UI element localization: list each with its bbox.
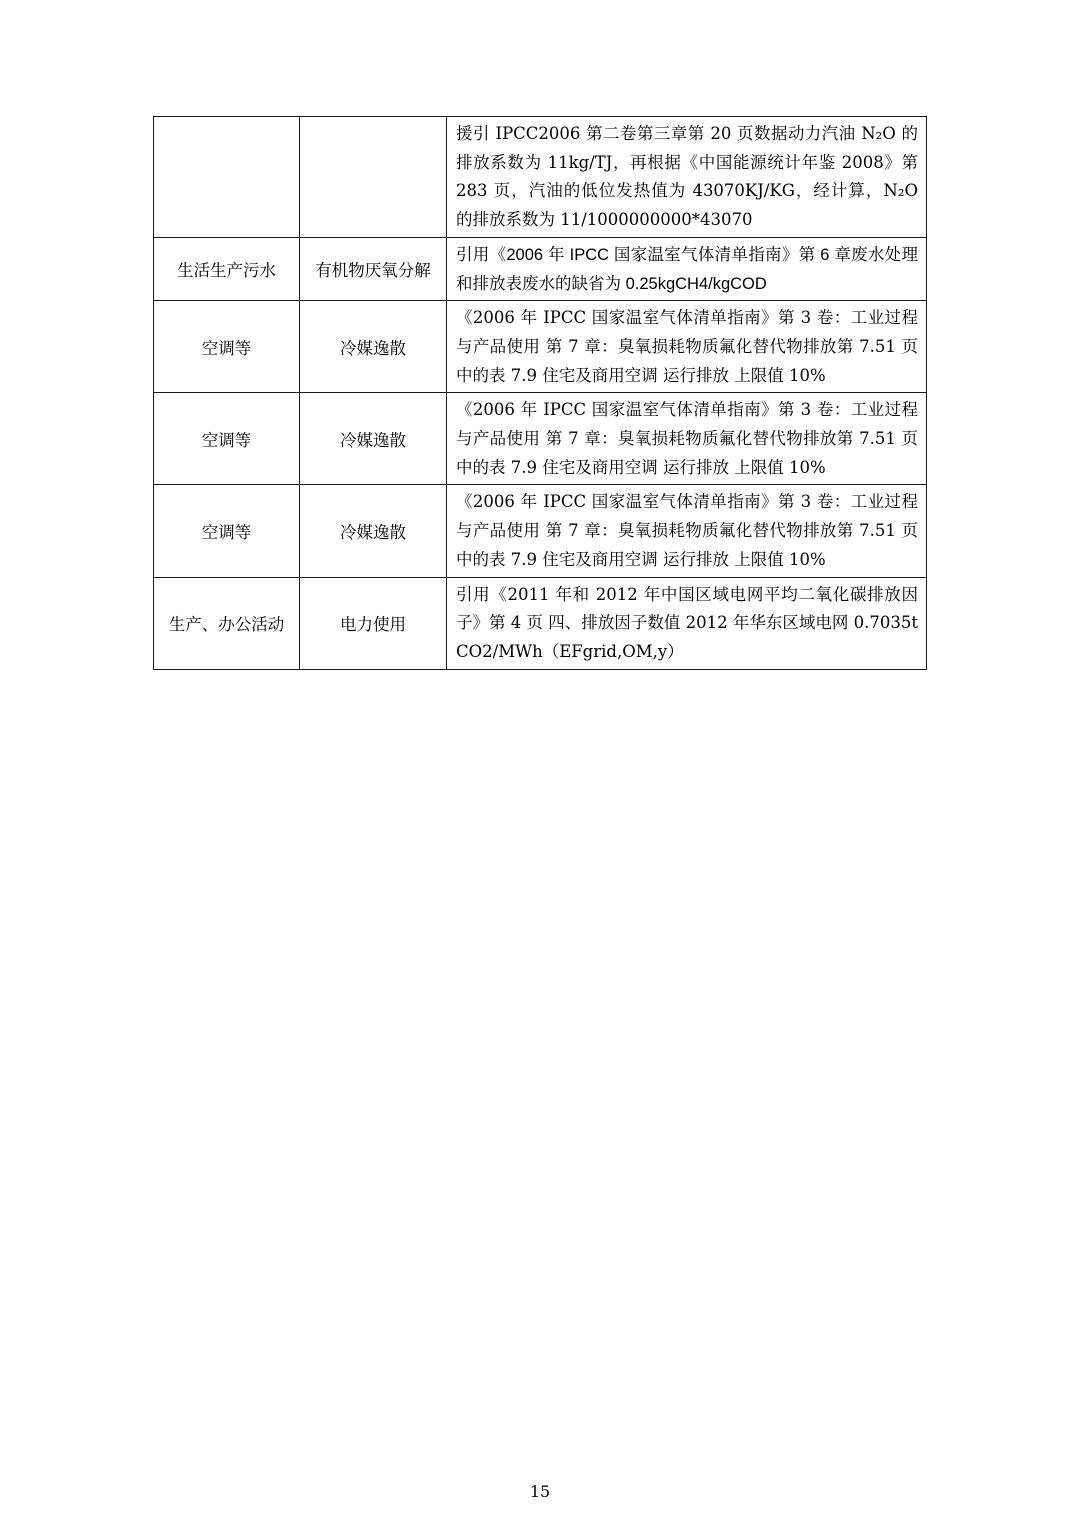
activity-cell: 冷媒逸散 [300,485,447,577]
basis-cell: 引用《2006 年 IPCC 国家温室气体清单指南》第 6 章废水处理和排放表废水的缺省为 0.25kgCH4/kgCOD [447,237,927,300]
emission-factor-table [153,116,927,670]
basis-cell: 《2006 年 IPCC 国家温室气体清单指南》第 3 卷：工业过程与产品使用 第 7 章：臭氧损耗物质氟化替代物排放第 7.51 页中的表 7.9 住宅及商用空调 运行排放 上限值 10% [447,393,927,485]
basis-cell: 《2006 年 IPCC 国家温室气体清单指南》第 3 卷：工业过程与产品使用 第 7 章：臭氧损耗物质氟化替代物排放第 7.51 页中的表 7.9 住宅及商用空调 运行排放 上限值 10% [447,485,927,577]
activity-cell: 有机物厌氧分解 [300,237,447,300]
emission-source-cell: 空调等 [154,485,300,577]
emission-source-cell: 空调等 [154,393,300,485]
basis-cell: 引用《2011 年和 2012 年中国区域电网平均二氧化碳排放因子》第 4 页 四、排放因子数值 2012 年华东区域电网 0.7035tCO2/MWh（EFgrid,OM,y） [447,577,927,669]
basis-cell: 援引 IPCC2006 第二卷第三章第 20 页数据动力汽油 N₂O 的排放系数为 11kg/TJ，再根据《中国能源统计年鉴 2008》第 283 页，汽油的低位发热值为 43070KJ/KG，经计算，N₂O 的排放系数为 11/1000000000*43070 [447,117,927,238]
activity-cell: 冷媒逸散 [300,393,447,485]
emission-source-cell: 生活生产污水 [154,237,300,300]
table-row [154,485,927,577]
emission-source-cell: 生产、办公活动 [154,577,300,669]
activity-cell: 冷媒逸散 [300,301,447,393]
table-row [154,301,927,393]
activity-cell [300,117,447,238]
activity-cell: 电力使用 [300,577,447,669]
basis-cell: 《2006 年 IPCC 国家温室气体清单指南》第 3 卷：工业过程与产品使用 第 7 章：臭氧损耗物质氟化替代物排放第 7.51 页中的表 7.9 住宅及商用空调 运行排放 上限值 10% [447,301,927,393]
table-row [154,237,927,300]
emission-source-cell: 空调等 [154,301,300,393]
table-row [154,117,927,238]
emission-source-cell [154,117,300,238]
table-row [154,393,927,485]
table-row [154,577,927,669]
page-number: 15 [529,1482,551,1501]
